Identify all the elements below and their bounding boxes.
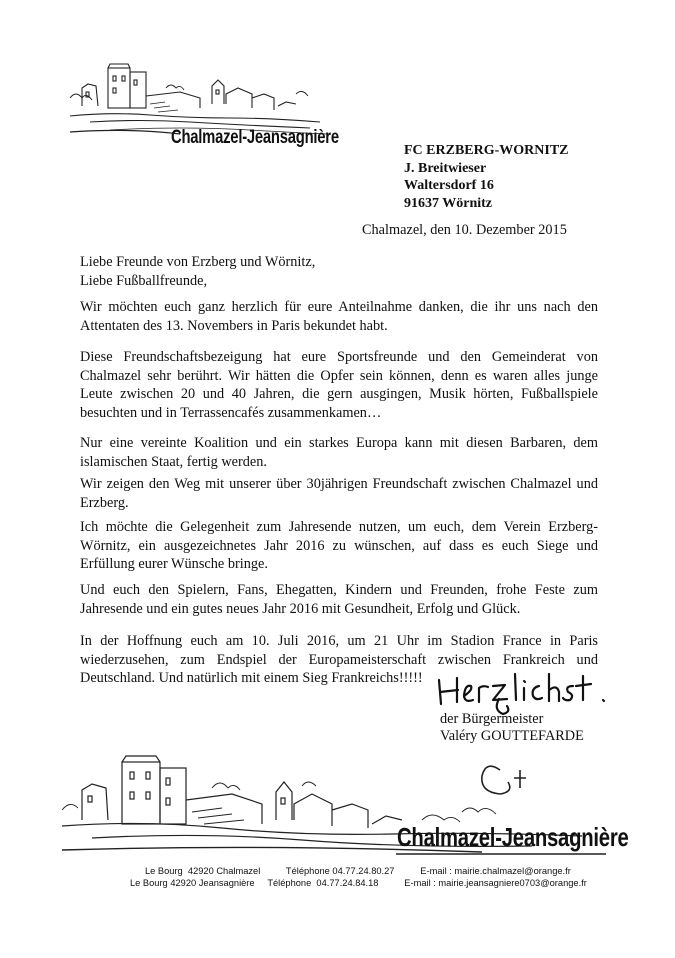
salutation-line-1: Liebe Freunde von Erzberg und Wörnitz,	[80, 254, 316, 270]
footer-contact-jeansagniere: Le Bourg 42920 Jeansagnière Téléphone 04.77.24.84.18 E-mail : mairie.jeansagniere0703@orange.fr	[130, 878, 587, 888]
body-paragraph-4: Wir zeigen den Weg mit unserer über 30jährigen Freundschaft zwischen Chalmazel und Erzberg.	[80, 476, 598, 511]
recipient-street: Waltersdorf 16	[404, 178, 494, 193]
recipient-address	[404, 142, 569, 212]
body-paragraph-6: Und euch den Spielern, Fans, Ehegatten, Kindern und Freunden, frohe Feste zum Jahresende und ein gutes neues Jahr 2016 mit Gesundheit, Erfolg und Glück.	[80, 582, 598, 617]
place-date: Chalmazel, den 10. Dezember 2015	[362, 222, 567, 238]
footer-brand-name: Chalmazel-Jeansagnière	[397, 822, 629, 852]
recipient-city: 91637 Wörnitz	[404, 195, 493, 211]
body-paragraph-2: Diese Freundschaftsbezeigung hat eure Sportsfreunde und den Gemeinderat von Chalmazel sehr berührt. Wir hätten die Opfer sein können, denn es waren alles junge Leute zwischen 20 und 40 Jahren, die gern ausgingen, Musik hörten, Fußballspiele besuchten und in Terrassencafés zusammenkamen…	[80, 349, 598, 421]
body-paragraph-7: In der Hoffnung euch am 10. Juli 2016, um 21 Uhr im Stadion France in Paris wiederzusehen, zum Endspiel der Europameisterschaft zwischen Frankreich und Deutschland. Und natürlich mit einem Sieg Frankreichs!!!!!	[80, 633, 598, 686]
recipient-club: FC ERZBERG-WORNITZ	[404, 143, 569, 158]
castle-sketch-icon	[70, 58, 330, 138]
salutation-line-2: Liebe Fußballfreunde,	[80, 272, 208, 289]
salutation	[80, 253, 315, 290]
signature-name: Valéry GOUTTEFARDE	[440, 728, 584, 744]
body-paragraph-3: Nur eine vereinte Koalition und ein starkes Europa kann mit diesen Barbaren, dem islamischen Staat, fertig werden.	[80, 435, 598, 470]
signature-title: der Bürgermeister	[440, 711, 544, 727]
body-paragraph-5: Ich möchte die Gelegenheit zum Jahresende nutzen, um euch, dem Verein Erzberg-Wörnitz, ein ausgezeichnetes Jahr 2016 zu wünschen, auf dass es euch Siege und Erfüllung eurer Wünsche bringe.	[80, 519, 598, 572]
header-brand-name: Chalmazel-Jeansagnière	[171, 127, 339, 148]
header-logo	[70, 58, 350, 153]
footer-contact-chalmazel: Le Bourg 42920 Chalmazel Téléphone 04.77.24.80.27 E-mail : mairie.chalmazel@orange.fr	[145, 866, 571, 876]
footer-underline-icon	[396, 850, 616, 860]
recipient-person: J. Breitwieser	[404, 160, 487, 176]
signature-block	[440, 711, 584, 745]
body-paragraph-1: Wir möchten euch ganz herzlich für eure Anteilnahme danken, die ihr uns nach den Attentaten des 13. Novembers in Paris bekundet habt.	[80, 299, 598, 334]
